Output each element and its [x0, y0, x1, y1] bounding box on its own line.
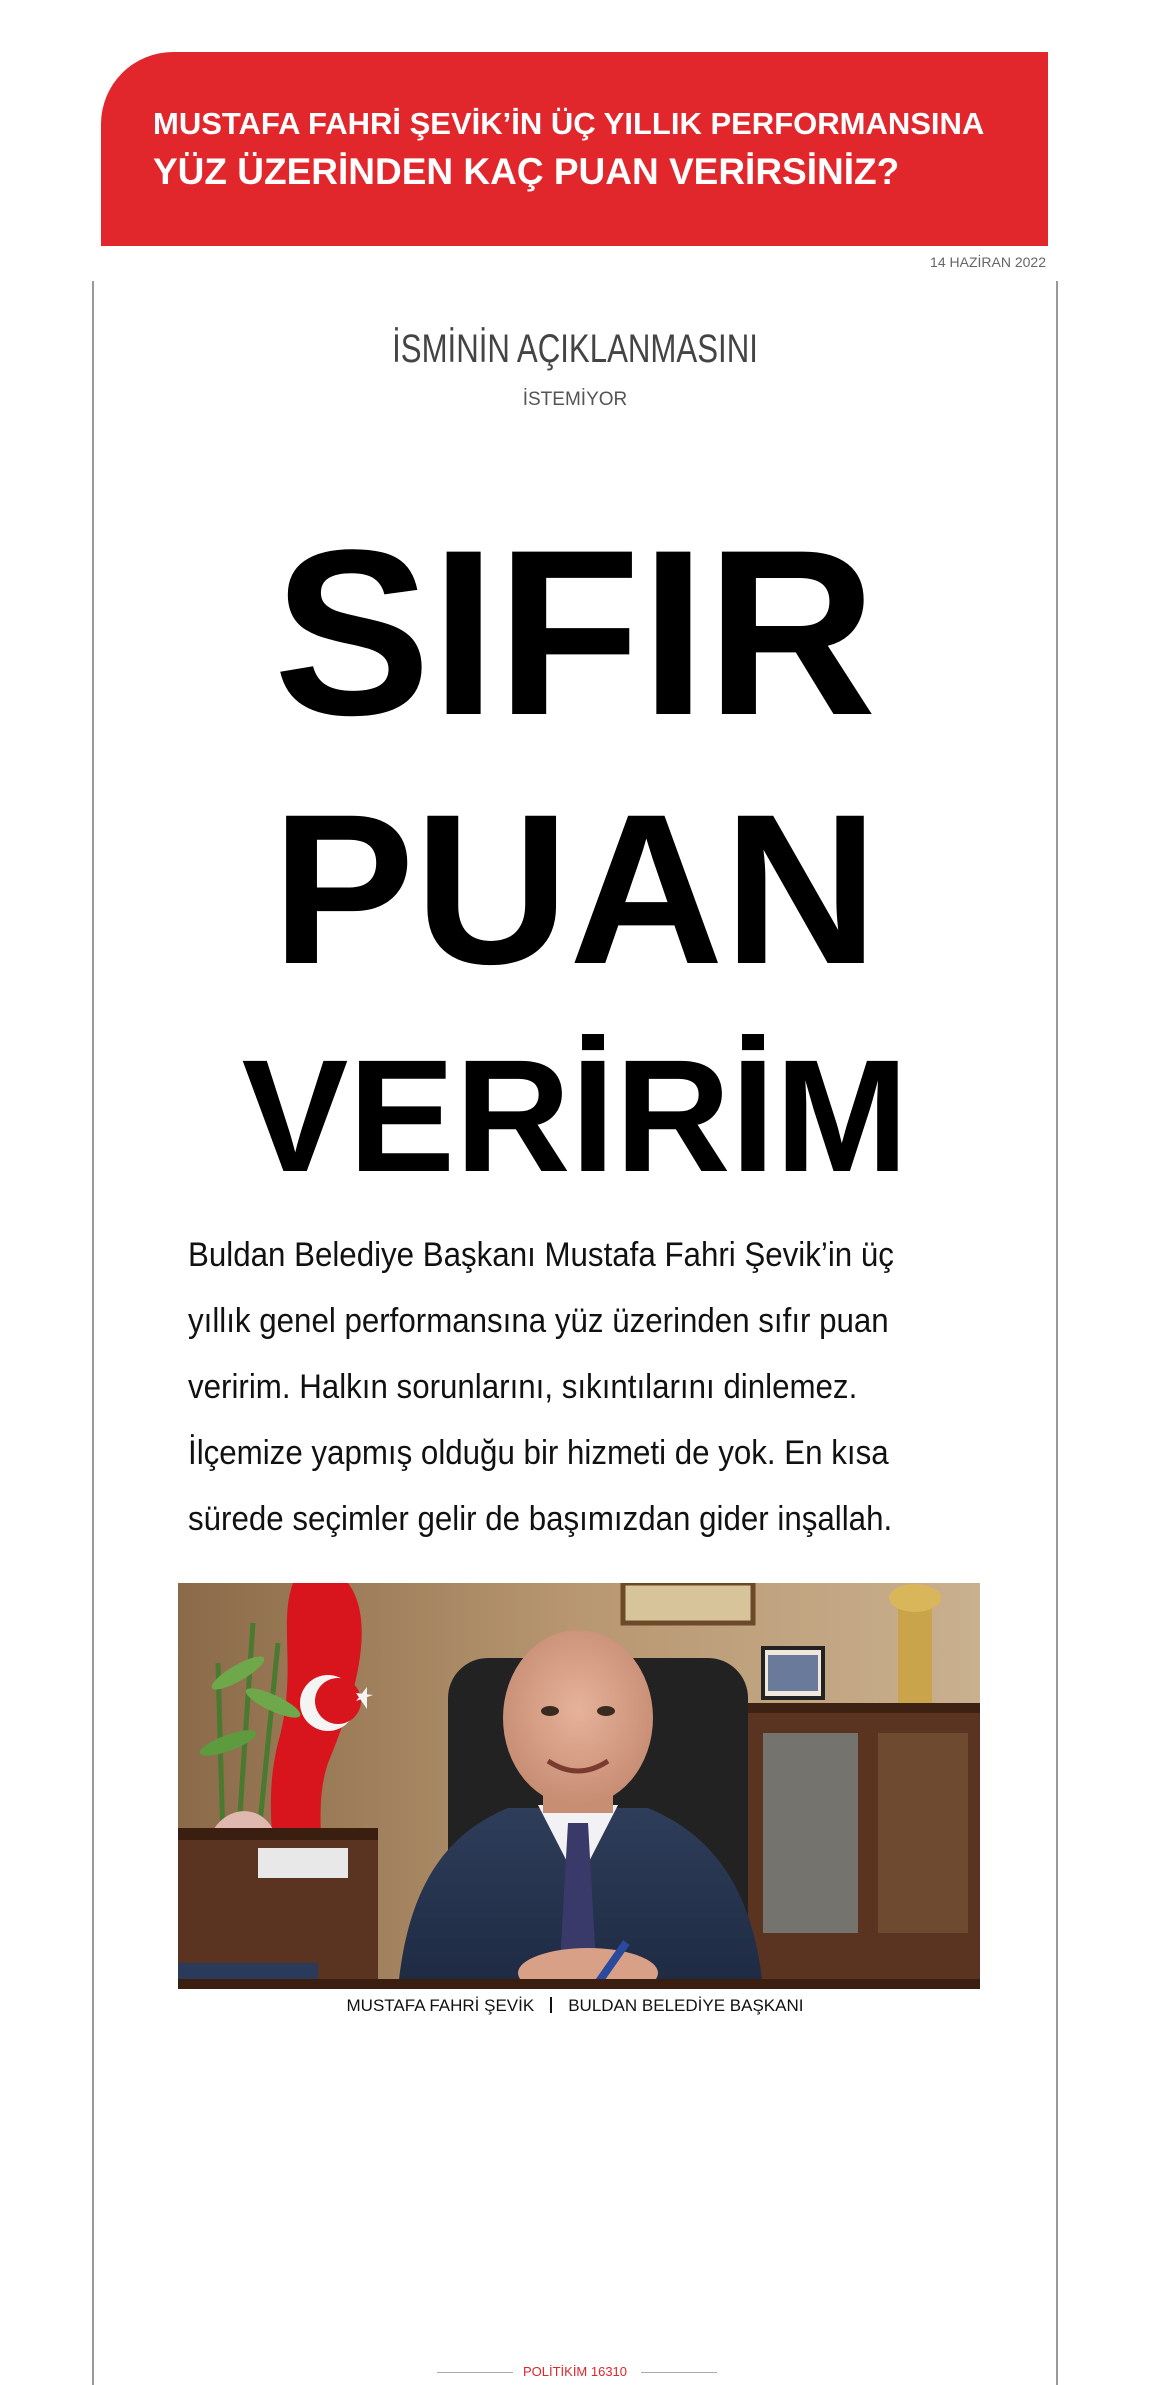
- headline-banner: [101, 52, 1048, 246]
- caption-separator: [550, 1997, 552, 2013]
- mayor-photo: [178, 1583, 980, 1989]
- caption-title: BULDAN BELEDİYE BAŞKANI: [568, 1996, 804, 2015]
- quote-line: Buldan Belediye Başkanı Mustafa Fahri Şevik’in üç: [188, 1236, 894, 1274]
- headline-line-2: PUAN: [271, 770, 879, 1009]
- quote-line: sürede seçimler gelir de başımızdan gider inşallah.: [188, 1500, 893, 1538]
- headline-line-1: SIFIR: [273, 501, 877, 765]
- quote-body: [188, 1222, 915, 1552]
- photo-caption: [0, 1996, 1150, 2016]
- caption-name: MUSTAFA FAHRİ ŞEVİK: [346, 1996, 535, 2015]
- respondent-note: İSTEMİYOR: [522, 389, 628, 410]
- quote-line: İlçemize yapmış olduğu bir hizmeti de yok. En kısa: [188, 1434, 889, 1472]
- footer-label: POLİTİKİM 16310: [522, 2364, 628, 2379]
- banner-question-line-2: YÜZ ÜZERİNDEN KAÇ PUAN VERİRSİNİZ?: [153, 151, 900, 192]
- quote-line: yıllık genel performansına yüz üzerinden sıfır puan: [188, 1302, 889, 1340]
- mayor-photo-illustration: [178, 1583, 980, 1989]
- respondent-name: İSMİNİN AÇIKLANMASINI: [392, 327, 758, 371]
- banner-question-line-1: MUSTAFA FAHRİ ŞEVİK’İN ÜÇ YILLIK PERFORMANSINA: [153, 106, 985, 141]
- publish-date: 14 HAZİRAN 2022: [930, 254, 1046, 270]
- headline-line-3: VERİRİM: [241, 1026, 909, 1205]
- quote-line: veririm. Halkın sorunlarını, sıkıntılarını dinlemez.: [188, 1368, 858, 1406]
